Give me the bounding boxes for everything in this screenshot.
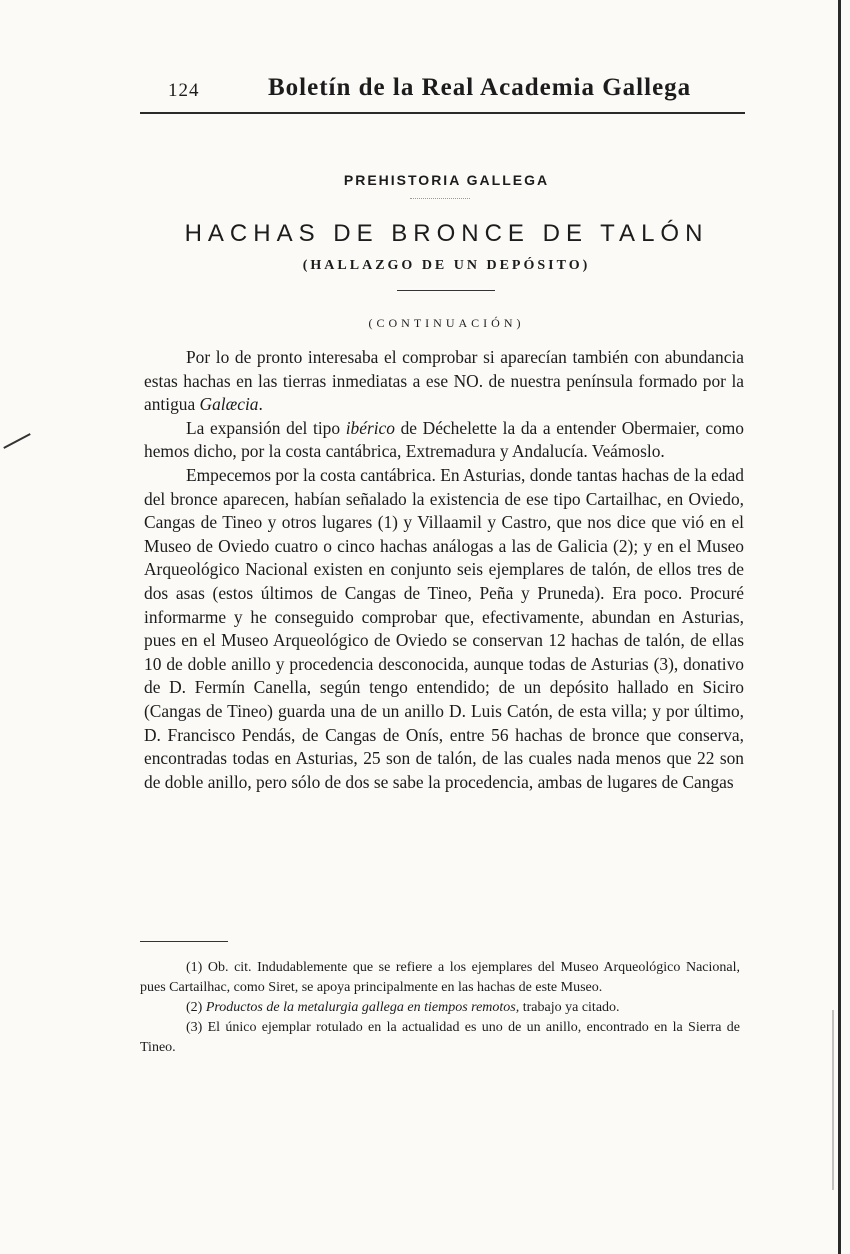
article-subtitle: (HALLAZGO DE UN DEPÓSITO) [302,258,591,273]
dotted-divider [410,198,470,200]
footnote: (1) Ob. cit. Indudablemente que se refiere a los ejemplares del Museo Arqueológico Nacional, pues Cartailhac, como Siret, se apoya principalmente en las hachas de este Museo. [140,960,740,995]
footnote: (3) El único ejemplar rotulado en la actualidad es uno de un anillo, encontrado en la Sierra de Tineo. [140,1020,740,1055]
paragraph: La expansión del tipo ibérico de Déchelette la da a entender Obermaier, como hemos dicho, por la costa cantábrica, Extremadura y Andalucía. Veámoslo. [144,417,744,462]
footnote-rule [140,941,228,942]
footnotes [140,958,740,1058]
continuation-note: (CONTINUACIÓN) [368,316,525,330]
margin-mark [3,433,30,449]
paragraph: Por lo de pronto interesaba el comprobar si aparecían también con abundancia estas hachas en las tierras inmediatas a ese NO. de nuestra península formado por la antigua Galæcia. [144,347,744,415]
article-title: HACHAS DE BRONCE DE TALÓN [184,220,709,247]
page-edge-rule [838,0,841,1254]
title-rule [397,290,495,291]
footnote: (2) Productos de la metalurgia gallega en tiempos remotos, trabajo ya citado. [186,1000,620,1015]
header-rule [140,112,745,114]
paragraph: Empecemos por la costa cantábrica. En Asturias, donde tantas hachas de la edad del bronce aparecen, habían señalado la existencia de ese tipo Cartailhac, en Oviedo, Cangas de Tineo y otros lugares (1) y Villaamil y Castro, que nos dice que vió en el Museo de Oviedo cuatro o cinco hachas análogas a las de Galicia (2); y en el Museo Arqueológico Nacional existen en conjunto seis ejemplares de talón, de ellos tres de dos asas (estos últimos de Cangas de Tineo, Peña y Pruneda). Era poco. Procuré informarme y he conseguido comprobar que, efectivamente, abundan en Asturias, pues en el Museo Arqueológico de Oviedo se conservan 12 hachas de talón, de ellas 10 de doble anillo y procedencia desconocida, aunque todas de Asturias (3), donativo de D. Fermín Canella, según tengo entendido; de un depósito hallado en Siciro (Cangas de Tineo) guarda una de un anillo D. Luis Catón, de esta villa; y por último, D. Francisco Pendás, de Cangas de Onís, entre 56 hachas de bronce que conserva, encontradas todas en Asturias, 25 son de talón, de las cuales nada menos que 22 son de doble anillo, pero sólo de dos se sabe la procedencia, ambas de lugares de Cangas [144,464,744,792]
running-title: Boletín de la Real Academia Gallega [268,74,692,101]
body-text [144,346,744,794]
running-header [168,74,743,110]
page-number: 124 [168,80,200,101]
page-edge-shadow [832,1010,834,1190]
section-title: PREHISTORIA GALLEGA [343,172,550,188]
